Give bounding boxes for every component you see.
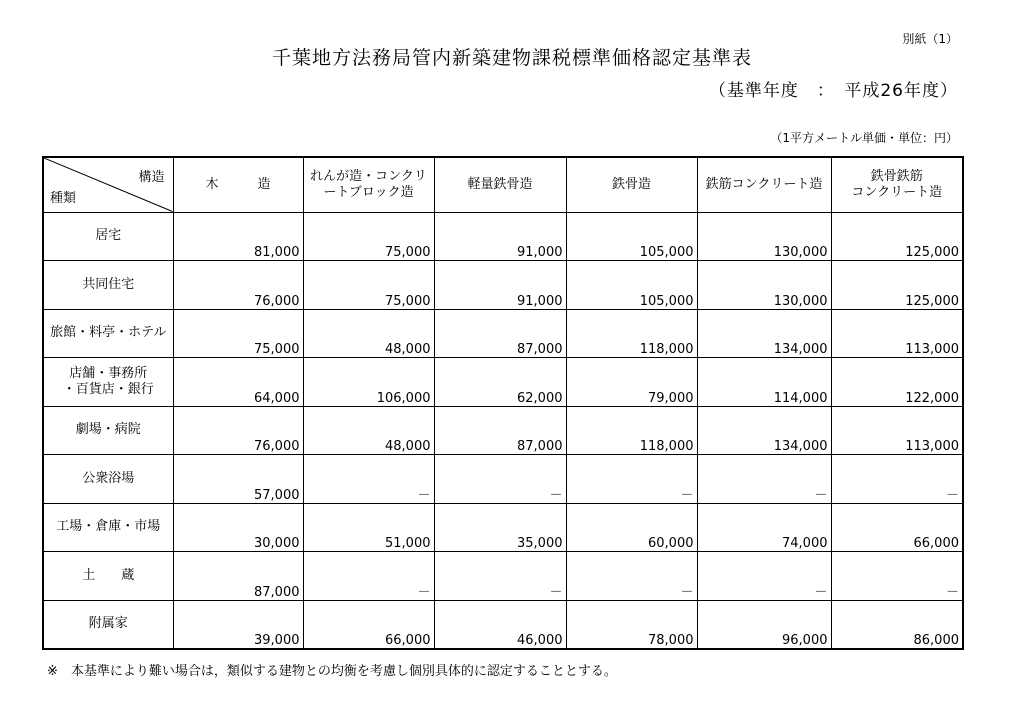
price-cell: 75,000 — [303, 212, 434, 261]
price-cell: － — [831, 552, 963, 601]
price-cell: 106,000 — [303, 358, 434, 407]
price-cell: － — [434, 455, 566, 504]
price-cell: － — [697, 455, 831, 504]
table-row — [43, 503, 963, 552]
price-cell: 81,000 — [173, 212, 303, 261]
price-cell: 118,000 — [566, 406, 697, 455]
price-cell: 125,000 — [831, 212, 963, 261]
corner-cell — [43, 157, 173, 212]
row-label: 附属家 — [43, 600, 173, 649]
price-cell: 48,000 — [303, 309, 434, 358]
annex-label: 別紙（1） — [902, 32, 958, 46]
column-header: れんが造・コンクリートブロック造 — [303, 157, 434, 212]
row-label: 劇場・病院 — [43, 406, 173, 455]
price-cell: 51,000 — [303, 503, 434, 552]
table-row — [43, 261, 963, 310]
row-label: 共同住宅 — [43, 261, 173, 310]
price-cell: 105,000 — [566, 212, 697, 261]
price-cell: 30,000 — [173, 503, 303, 552]
price-cell: 105,000 — [566, 261, 697, 310]
price-cell: 79,000 — [566, 358, 697, 407]
column-header: 木 造 — [173, 157, 303, 212]
price-cell: 57,000 — [173, 455, 303, 504]
price-cell: － — [566, 455, 697, 504]
price-cell: 75,000 — [303, 261, 434, 310]
price-cell: 76,000 — [173, 261, 303, 310]
row-label: 土 蔵 — [43, 552, 173, 601]
price-cell: 74,000 — [697, 503, 831, 552]
price-table — [42, 156, 964, 650]
price-cell: 134,000 — [697, 309, 831, 358]
price-cell: 113,000 — [831, 309, 963, 358]
price-cell: － — [434, 552, 566, 601]
column-header: 鉄骨造 — [566, 157, 697, 212]
row-label: 工場・倉庫・市場 — [43, 503, 173, 552]
price-cell: 96,000 — [697, 600, 831, 649]
price-cell: 134,000 — [697, 406, 831, 455]
price-cell: 66,000 — [303, 600, 434, 649]
corner-structure-label: 構造 — [138, 170, 165, 185]
price-cell: 35,000 — [434, 503, 566, 552]
price-cell: 87,000 — [173, 552, 303, 601]
column-header: 軽量鉄骨造 — [434, 157, 566, 212]
price-cell: － — [303, 455, 434, 504]
table-row — [43, 455, 963, 504]
price-cell: 60,000 — [566, 503, 697, 552]
unit-note: （1平方メートル単価・単位：円） — [770, 131, 958, 145]
price-cell: 125,000 — [831, 261, 963, 310]
price-cell: 46,000 — [434, 600, 566, 649]
price-cell: 62,000 — [434, 358, 566, 407]
price-cell: 91,000 — [434, 261, 566, 310]
table-body — [43, 212, 963, 649]
column-header: 鉄筋コンクリート造 — [697, 157, 831, 212]
table-row — [43, 406, 963, 455]
table-row — [43, 309, 963, 358]
base-year: （基準年度 ： 平成26年度） — [708, 81, 958, 101]
price-cell: 39,000 — [173, 600, 303, 649]
price-cell: 130,000 — [697, 261, 831, 310]
row-label: 居宅 — [43, 212, 173, 261]
row-label: 公衆浴場 — [43, 455, 173, 504]
price-cell: 87,000 — [434, 406, 566, 455]
price-cell: － — [303, 552, 434, 601]
column-header: 鉄骨鉄筋 コンクリート造 — [831, 157, 963, 212]
price-cell: 130,000 — [697, 212, 831, 261]
price-cell: － — [697, 552, 831, 601]
footnote: ※ 本基準により難い場合は，類似する建物との均衡を考慮し個別具体的に認定することとする。 — [47, 664, 617, 679]
price-cell: 91,000 — [434, 212, 566, 261]
row-label: 旅館・料亭・ホテル — [43, 309, 173, 358]
price-cell: 113,000 — [831, 406, 963, 455]
price-cell: 64,000 — [173, 358, 303, 407]
price-cell: － — [831, 455, 963, 504]
table-row — [43, 358, 963, 407]
price-cell: 75,000 — [173, 309, 303, 358]
price-cell: 76,000 — [173, 406, 303, 455]
price-cell: 122,000 — [831, 358, 963, 407]
table-row — [43, 212, 963, 261]
corner-kind-label: 種類 — [50, 190, 77, 206]
document-title: 千葉地方法務局管内新築建物課税標準価格認定基準表 — [271, 47, 752, 69]
table-row — [43, 600, 963, 649]
price-cell: 66,000 — [831, 503, 963, 552]
row-label: 店舗・事務所 ・百貨店・銀行 — [43, 358, 173, 407]
header-row — [43, 157, 963, 212]
price-cell: 78,000 — [566, 600, 697, 649]
price-cell: 86,000 — [831, 600, 963, 649]
table-row — [43, 552, 963, 601]
price-cell: 87,000 — [434, 309, 566, 358]
price-cell: － — [566, 552, 697, 601]
price-cell: 118,000 — [566, 309, 697, 358]
price-cell: 114,000 — [697, 358, 831, 407]
price-cell: 48,000 — [303, 406, 434, 455]
